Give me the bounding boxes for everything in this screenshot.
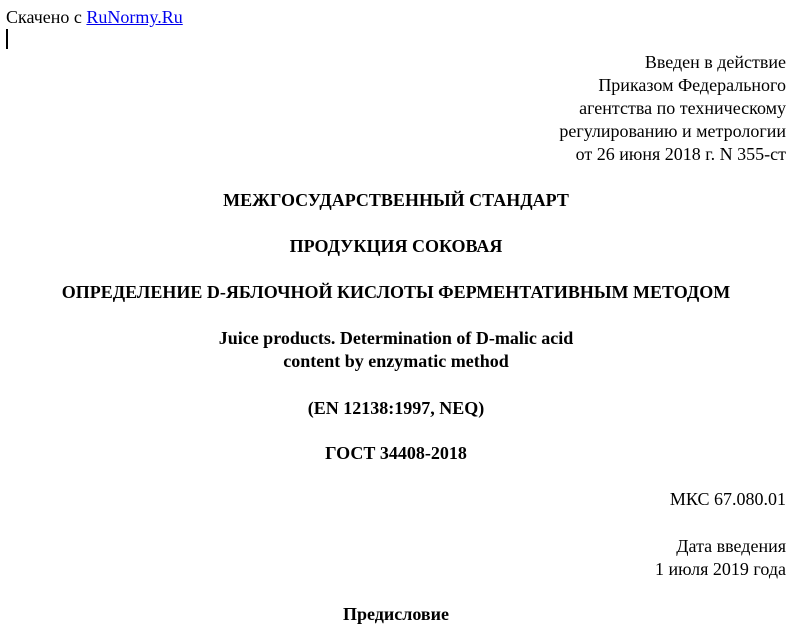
downloaded-prefix: Скачено с — [6, 7, 87, 27]
intro-line: агентства по техническому — [579, 98, 786, 118]
intro-line: Введен в действие — [644, 52, 786, 72]
english-title-line-1: Juice products. Determination of D-malic acid — [218, 328, 574, 348]
text-cursor — [6, 29, 8, 49]
runormy-link[interactable]: RuNormy.Ru — [86, 7, 183, 27]
intro-line: Приказом Федерального — [598, 75, 786, 95]
standard-type-heading: МЕЖГОСУДАРСТВЕННЫЙ СТАНДАРТ — [223, 190, 569, 210]
introduction-block — [559, 51, 786, 166]
english-title-line-2: content by enzymatic method — [283, 351, 509, 371]
method-heading: ОПРЕДЕЛЕНИЕ D-ЯБЛОЧНОЙ КИСЛОТЫ ФЕРМЕНТАТИВНЫМ МЕТОДОМ — [61, 282, 731, 302]
intro-line: регулированию и метрологии — [559, 121, 786, 141]
gost-number: ГОСТ 34408-2018 — [325, 443, 467, 463]
equivalence-note: (EN 12138:1997, NEQ) — [307, 398, 485, 418]
downloaded-from-line — [6, 6, 183, 29]
intro-line: от 26 июня 2018 г. N 355-ст — [575, 144, 786, 164]
mks-code: МКС 67.080.01 — [669, 489, 786, 509]
product-heading: ПРОДУКЦИЯ СОКОВАЯ — [289, 236, 503, 256]
date-label: Дата введения — [676, 536, 786, 556]
preface-heading: Предисловие — [343, 604, 449, 624]
date-value: 1 июля 2019 года — [655, 559, 786, 579]
